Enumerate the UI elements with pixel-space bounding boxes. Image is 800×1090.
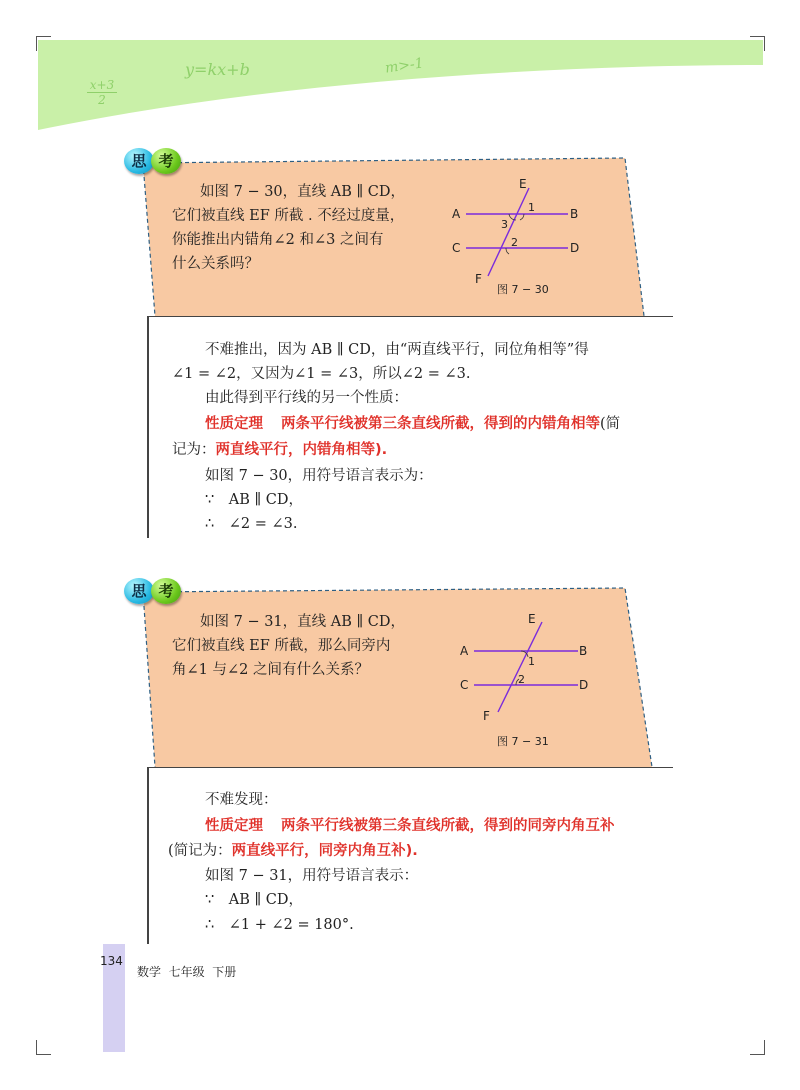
theorem-label: 性质定理	[205, 416, 263, 432]
label-angle-1: 1	[528, 655, 535, 668]
book-title: 数学 七年级 下册	[137, 965, 237, 979]
abbr-red: 两直线平行，内错角相等	[215, 442, 375, 458]
think1-line-2: 它们被直线 EF 所截 . 不经过度量，	[172, 208, 405, 224]
page-number: 134	[100, 954, 123, 968]
section1-line-2: ∠1 = ∠2，又因为∠1 = ∠3，所以∠2 = ∠3.	[172, 366, 471, 382]
label-angle-2: 2	[518, 673, 525, 686]
think1-badge-kao: 考	[151, 148, 181, 174]
header-formula-line: y=kx+b	[185, 60, 250, 79]
label-D: D	[570, 241, 580, 255]
section1-line-8: ∴ ∠2 = ∠3.	[205, 516, 298, 532]
label-E: E	[528, 612, 536, 626]
think1-line-4: 什么关系吗？	[172, 256, 259, 272]
line-ef	[498, 622, 542, 712]
label-C: C	[460, 678, 469, 692]
think2-line-2: 它们被直线 EF 所截，那么同旁内	[172, 638, 391, 654]
section2-left-rule	[147, 767, 149, 944]
label-angle-1: 1	[528, 201, 535, 214]
section2-abbreviation	[168, 841, 418, 861]
think2-line-3: 角∠1 与∠2 之间有什么关系？	[172, 662, 369, 678]
section1-line-7: ∵ AB ∥ CD，	[205, 492, 303, 508]
label-angle-3: 3	[501, 218, 508, 231]
figure-7-31-caption: 图 7 − 31	[497, 735, 549, 748]
think1-line-1: 如图 7 − 30，直线 AB ∥ CD，	[200, 184, 406, 200]
label-F: F	[483, 709, 490, 723]
section2-line-5: ∵ AB ∥ CD，	[205, 892, 303, 908]
abbr-prefix: (简记为：	[168, 843, 232, 859]
label-A: A	[460, 644, 469, 658]
header-formula-fraction: x+3 2	[87, 78, 117, 107]
crop-mark-bottom-right	[750, 1040, 765, 1055]
crop-mark-bottom-left	[36, 1040, 51, 1055]
label-C: C	[452, 241, 461, 255]
label-angle-2: 2	[511, 236, 518, 249]
section2-line-6: ∴ ∠1 + ∠2 = 180°.	[205, 917, 354, 933]
section2-theorem	[205, 816, 615, 836]
section1-line-3: 由此得到平行线的另一个性质：	[205, 390, 408, 406]
abbr-suffix: ).	[405, 843, 418, 859]
section1-line-6: 如图 7 − 30，用符号语言表示为：	[205, 468, 433, 484]
think1-badge-si: 思	[124, 148, 154, 174]
label-B: B	[570, 207, 579, 221]
header-formula-inequality: m>-1	[384, 55, 425, 77]
think2-line-1: 如图 7 − 31，直线 AB ∥ CD，	[200, 614, 406, 630]
theorem-text: 两条平行线被第三条直线所截，得到的内错角相等	[281, 416, 600, 432]
think2-badge-kao: 考	[151, 578, 181, 604]
theorem-label: 性质定理	[205, 818, 263, 834]
theorem-tail: (简	[600, 416, 621, 432]
think1-line-3: 你能推出内错角∠2 和∠3 之间有	[172, 232, 384, 248]
section2-line-4: 如图 7 − 31，用符号语言表示：	[205, 868, 419, 884]
label-F: F	[475, 272, 482, 286]
abbr-prefix: 记为：	[172, 442, 216, 458]
abbr-suffix: ).	[375, 442, 388, 458]
figure-7-30-caption: 图 7 − 30	[497, 283, 549, 296]
section1-line-1: 不难推出，因为 AB ∥ CD，由“两直线平行，同位角相等”得	[205, 342, 589, 358]
label-B: B	[579, 644, 588, 658]
label-A: A	[452, 207, 461, 221]
abbr-red: 两直线平行，同旁内角互补	[231, 843, 406, 859]
label-D: D	[579, 678, 589, 692]
theorem-text: 两条平行线被第三条直线所截，得到的同旁内角互补	[281, 818, 615, 834]
think2-badge-si: 思	[124, 578, 154, 604]
section2-top-rule	[147, 767, 673, 768]
section2-line-1: 不难发现：	[205, 792, 278, 808]
label-E: E	[519, 177, 527, 191]
figure-7-31	[450, 606, 610, 726]
